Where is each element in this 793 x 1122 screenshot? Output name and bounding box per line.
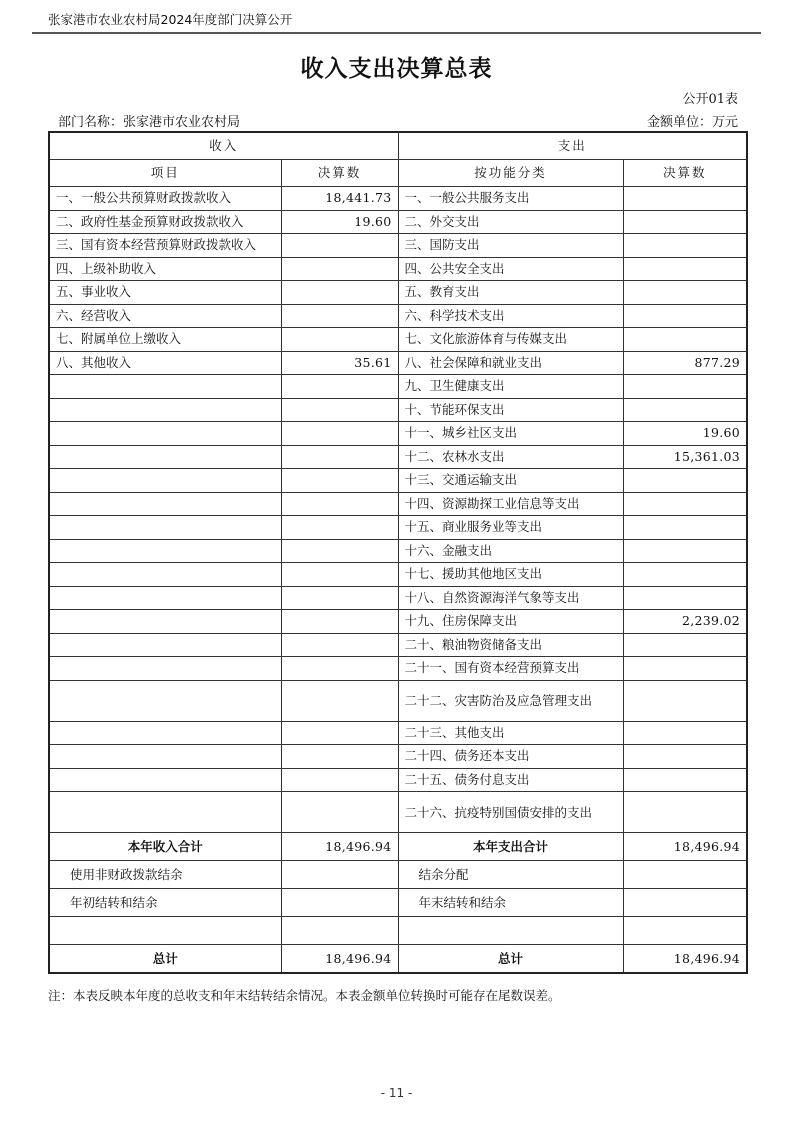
income-item-label — [49, 657, 281, 681]
sub-expense-value — [623, 861, 747, 889]
income-section-header: 收入 — [49, 132, 398, 160]
table-row — [49, 633, 747, 657]
income-amount — [281, 610, 398, 634]
expense-amount — [623, 257, 747, 281]
expense-amount — [623, 398, 747, 422]
expense-amount — [623, 234, 747, 258]
income-amount — [281, 469, 398, 493]
expense-item-label: 一、一般公共服务支出 — [398, 187, 623, 211]
income-item-label — [49, 563, 281, 587]
income-amount: 19.60 — [281, 210, 398, 234]
meta-row — [58, 111, 738, 130]
expense-amount: 877.29 — [623, 351, 747, 375]
expense-item-label: 二十、粮油物资储备支出 — [398, 633, 623, 657]
table-row — [49, 657, 747, 681]
income-item-label: 八、其他收入 — [49, 351, 281, 375]
income-item-label: 三、国有资本经营预算财政拨款收入 — [49, 234, 281, 258]
table-row — [49, 304, 747, 328]
income-item-label — [49, 492, 281, 516]
income-item-label — [49, 469, 281, 493]
income-item-label: 六、经营收入 — [49, 304, 281, 328]
income-amount — [281, 792, 398, 833]
expense-item-label: 二十四、债务还本支出 — [398, 745, 623, 769]
expense-amount — [623, 516, 747, 540]
income-item-label — [49, 586, 281, 610]
expense-amount — [623, 469, 747, 493]
expense-item-label: 七、文化旅游体育与传媒支出 — [398, 328, 623, 352]
table-row — [49, 422, 747, 446]
income-amount — [281, 304, 398, 328]
sub-income-label: 年初结转和结余 — [49, 889, 281, 917]
expense-item-label: 十四、资源勘探工业信息等支出 — [398, 492, 623, 516]
income-item-label — [49, 516, 281, 540]
table-row — [49, 745, 747, 769]
table-row — [49, 398, 747, 422]
income-item-label — [49, 721, 281, 745]
expense-item-label: 十三、交通运输支出 — [398, 469, 623, 493]
income-item-label — [49, 768, 281, 792]
table-row — [49, 281, 747, 305]
income-item-label — [49, 398, 281, 422]
col-header-amount-expense: 决算数 — [623, 160, 747, 187]
expense-amount — [623, 492, 747, 516]
expense-amount: 19.60 — [623, 422, 747, 446]
income-item-label — [49, 422, 281, 446]
income-amount — [281, 516, 398, 540]
sub-income-value — [281, 889, 398, 917]
expense-amount — [623, 539, 747, 563]
income-item-label — [49, 792, 281, 833]
income-amount — [281, 657, 398, 681]
expense-amount — [623, 375, 747, 399]
income-amount — [281, 745, 398, 769]
income-amount — [281, 539, 398, 563]
expense-amount — [623, 768, 747, 792]
table-row — [49, 792, 747, 833]
expense-amount — [623, 304, 747, 328]
year-expense-total-value: 18,496.94 — [623, 833, 747, 861]
table-row — [49, 889, 747, 917]
income-amount — [281, 375, 398, 399]
table-row — [49, 539, 747, 563]
income-amount — [281, 768, 398, 792]
table-row — [49, 610, 747, 634]
income-item-label — [49, 445, 281, 469]
expense-item-label: 十八、自然资源海洋气象等支出 — [398, 586, 623, 610]
table-row — [49, 492, 747, 516]
income-item-label — [49, 539, 281, 563]
expense-item-label: 十九、住房保障支出 — [398, 610, 623, 634]
expense-amount — [623, 745, 747, 769]
expense-amount — [623, 187, 747, 211]
year-income-total-label: 本年收入合计 — [49, 833, 281, 861]
table-row — [49, 234, 747, 258]
table-row — [49, 469, 747, 493]
sub-expense-label: 年末结转和结余 — [398, 889, 623, 917]
income-item-label — [49, 680, 281, 721]
income-item-label: 一、一般公共预算财政拨款收入 — [49, 187, 281, 211]
form-number: 公开01表 — [682, 92, 738, 107]
expense-section-header: 支出 — [398, 132, 747, 160]
expense-item-label: 二十三、其他支出 — [398, 721, 623, 745]
expense-item-label: 十五、商业服务业等支出 — [398, 516, 623, 540]
income-amount — [281, 721, 398, 745]
expense-item-label: 三、国防支出 — [398, 234, 623, 258]
column-header-row — [49, 160, 747, 187]
income-item-label — [49, 375, 281, 399]
table-row — [49, 187, 747, 211]
table-row — [49, 768, 747, 792]
expense-amount — [623, 657, 747, 681]
expense-item-label: 四、公共安全支出 — [398, 257, 623, 281]
sub-expense-label: 结余分配 — [398, 861, 623, 889]
expense-amount: 15,361.03 — [623, 445, 747, 469]
department-name: 部门名称：张家港市农业农村局 — [58, 115, 241, 130]
income-amount — [281, 234, 398, 258]
grand-total-row — [49, 945, 747, 974]
expense-amount — [623, 281, 747, 305]
amount-unit: 金额单位：万元 — [646, 115, 738, 130]
blank-cell — [398, 917, 623, 945]
table-row — [49, 210, 747, 234]
expense-amount: 2,239.02 — [623, 610, 747, 634]
blank-row — [49, 917, 747, 945]
income-expense-table — [48, 131, 748, 974]
table-row — [49, 351, 747, 375]
table-row — [49, 721, 747, 745]
income-item-label — [49, 745, 281, 769]
income-amount — [281, 563, 398, 587]
section-header-row — [49, 132, 747, 160]
expense-amount — [623, 586, 747, 610]
table-row — [49, 680, 747, 721]
expense-amount — [623, 328, 747, 352]
income-item-label — [49, 633, 281, 657]
table-row — [49, 861, 747, 889]
income-item-label: 五、事业收入 — [49, 281, 281, 305]
expense-item-label: 二十五、债务付息支出 — [398, 768, 623, 792]
income-amount: 35.61 — [281, 351, 398, 375]
table-row — [49, 375, 747, 399]
expense-item-label: 八、社会保障和就业支出 — [398, 351, 623, 375]
sub-income-value — [281, 861, 398, 889]
expense-item-label: 六、科学技术支出 — [398, 304, 623, 328]
expense-item-label: 十二、农林水支出 — [398, 445, 623, 469]
col-header-item: 项目 — [49, 160, 281, 187]
page-number: - 11 - — [380, 1086, 413, 1100]
table-row — [49, 328, 747, 352]
expense-item-label: 二十二、灾害防治及应急管理支出 — [398, 680, 623, 721]
table-row — [49, 516, 747, 540]
year-total-row — [49, 833, 747, 861]
expense-item-label: 二十一、国有资本经营预算支出 — [398, 657, 623, 681]
income-amount — [281, 586, 398, 610]
blank-cell — [281, 917, 398, 945]
grand-income-value: 18,496.94 — [281, 945, 398, 974]
sub-income-label: 使用非财政拨款结余 — [49, 861, 281, 889]
income-item-label — [49, 610, 281, 634]
income-amount — [281, 328, 398, 352]
expense-amount — [623, 680, 747, 721]
income-item-label: 四、上级补助收入 — [49, 257, 281, 281]
income-amount — [281, 492, 398, 516]
header-rule — [32, 32, 761, 34]
income-item-label: 七、附属单位上缴收入 — [49, 328, 281, 352]
expense-amount — [623, 563, 747, 587]
page-title: 收入支出决算总表 — [300, 56, 493, 82]
expense-item-label: 二、外交支出 — [398, 210, 623, 234]
expense-item-label: 五、教育支出 — [398, 281, 623, 305]
income-amount — [281, 398, 398, 422]
expense-item-label: 十六、金融支出 — [398, 539, 623, 563]
grand-expense-value: 18,496.94 — [623, 945, 747, 974]
income-amount — [281, 445, 398, 469]
grand-expense-label: 总计 — [398, 945, 623, 974]
expense-item-label: 二十六、抗疫特别国债安排的支出 — [398, 792, 623, 833]
expense-amount — [623, 792, 747, 833]
footnote: 注：本表反映本年度的总收支和年末结转结余情况。本表金额单位转换时可能存在尾数误差。 — [48, 988, 561, 1003]
table-row — [49, 586, 747, 610]
grand-income-label: 总计 — [49, 945, 281, 974]
expense-item-label: 十七、援助其他地区支出 — [398, 563, 623, 587]
income-amount — [281, 257, 398, 281]
expense-amount — [623, 633, 747, 657]
year-income-total-value: 18,496.94 — [281, 833, 398, 861]
table-row — [49, 445, 747, 469]
year-expense-total-label: 本年支出合计 — [398, 833, 623, 861]
expense-amount — [623, 721, 747, 745]
income-amount — [281, 422, 398, 446]
income-amount — [281, 633, 398, 657]
expense-item-label: 九、卫生健康支出 — [398, 375, 623, 399]
income-item-label: 二、政府性基金预算财政拨款收入 — [49, 210, 281, 234]
income-amount: 18,441.73 — [281, 187, 398, 211]
blank-cell — [49, 917, 281, 945]
col-header-function: 按功能分类 — [398, 160, 623, 187]
expense-item-label: 十、节能环保支出 — [398, 398, 623, 422]
expense-amount — [623, 210, 747, 234]
income-amount — [281, 281, 398, 305]
expense-item-label: 十一、城乡社区支出 — [398, 422, 623, 446]
running-header: 张家港市农业农村局2024年度部门决算公开 — [48, 12, 293, 27]
blank-cell — [623, 917, 747, 945]
col-header-amount: 决算数 — [281, 160, 398, 187]
sub-expense-value — [623, 889, 747, 917]
table-row — [49, 257, 747, 281]
income-amount — [281, 680, 398, 721]
table-row — [49, 563, 747, 587]
